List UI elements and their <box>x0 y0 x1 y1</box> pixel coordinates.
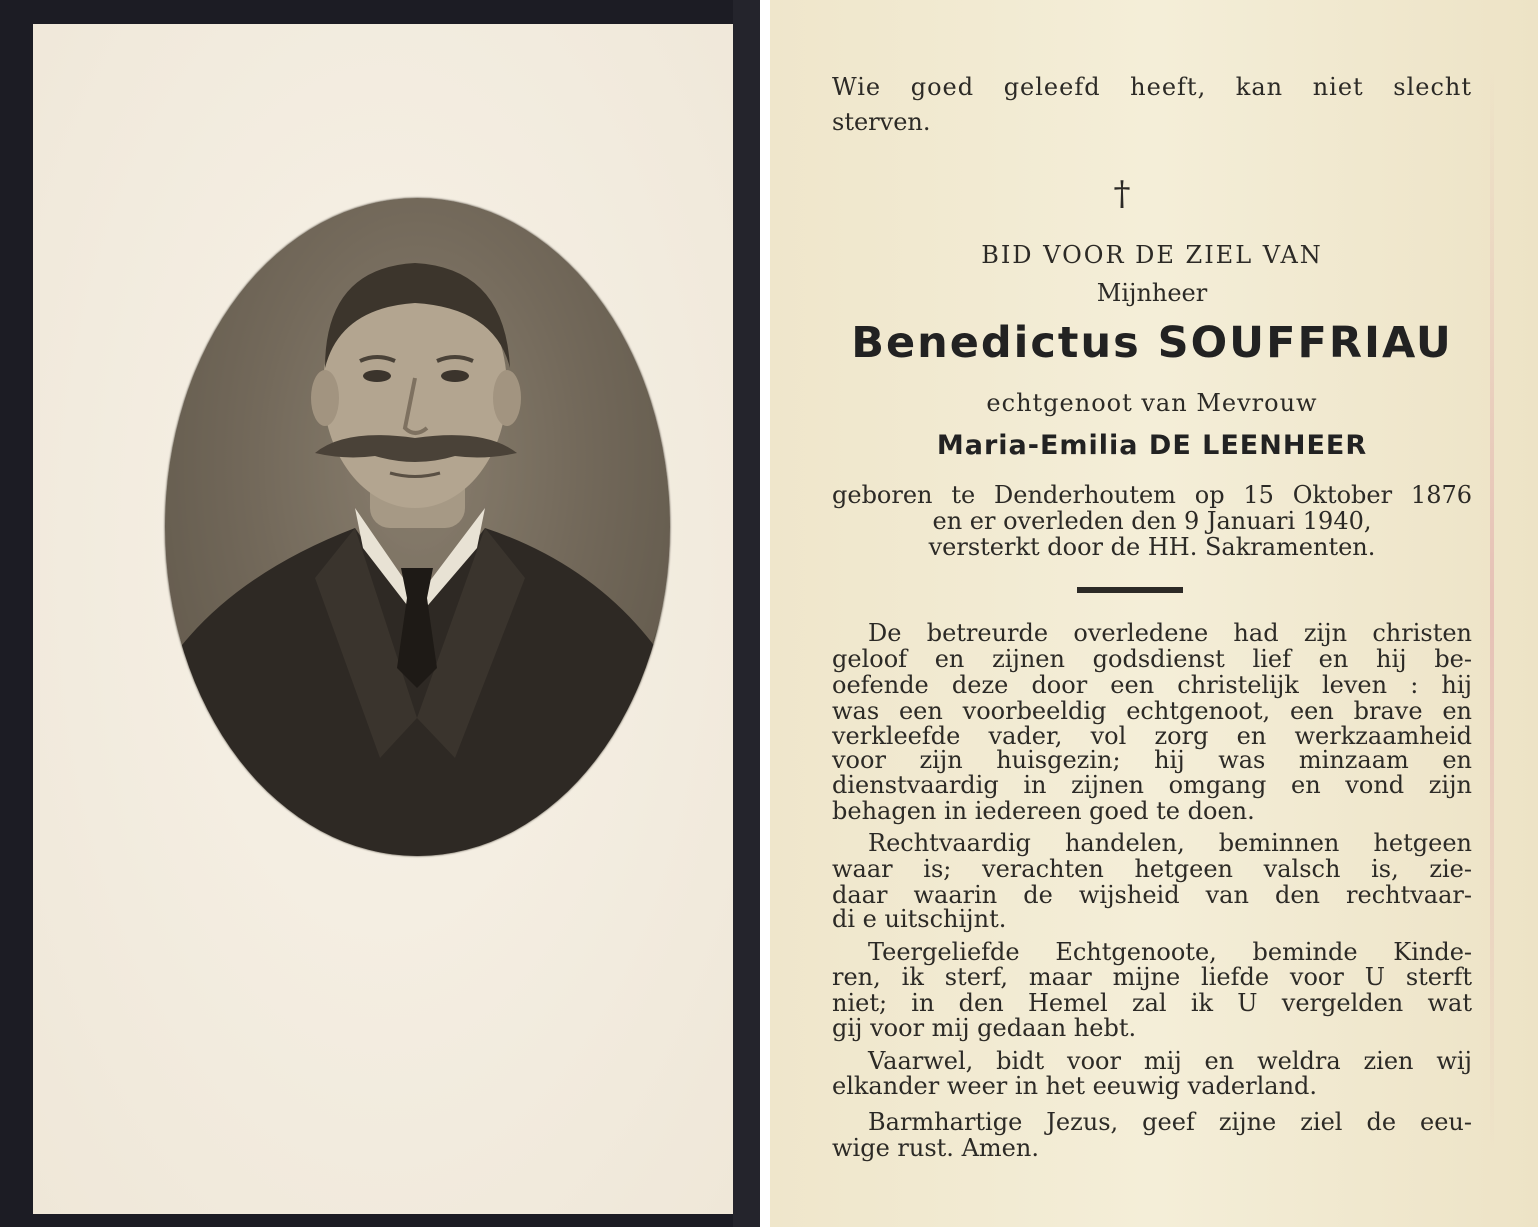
card-stain <box>1490 60 1494 1160</box>
cross-icon: † <box>1113 174 1131 214</box>
prayer-heading: BID VOOR DE ZIEL VAN <box>981 241 1323 269</box>
paragraph-line: dienstvaardig in zijnen omgang en vond zijn <box>832 771 1472 799</box>
spouse-label: echtgenoot van Mevrouw <box>986 389 1318 417</box>
paragraph-line: ren, ik sterf, maar mijne liefde voor U sterft <box>832 963 1472 991</box>
card-edge <box>733 0 760 1227</box>
paragraph-line: De betreurde overledene had zijn christen <box>868 619 1472 647</box>
paragraph-line: gij voor mij gedaan hebt. <box>832 1014 1137 1042</box>
paragraph-line: Rechtvaardig handelen, beminnen hetgeen <box>868 829 1472 857</box>
portrait-illustration <box>165 198 670 856</box>
spouse-name: Maria-Emilia DE LEENHEER <box>936 430 1368 461</box>
paragraph-line: Teergeliefde Echtgenoote, beminde Kinde- <box>868 938 1472 966</box>
paragraph-line: oefende deze door een christelijk leven : hij <box>832 671 1472 699</box>
paragraph-line: behagen in iedereen goed te doen. <box>832 797 1255 825</box>
motto-line-2: sterven. <box>832 108 931 136</box>
paragraph-line: Barmhartige Jezus, geef zijne ziel de eeu- <box>868 1108 1472 1136</box>
memorial-text-card <box>770 0 1538 1227</box>
honorific-title: Mijnheer <box>1096 279 1208 307</box>
paragraph-line: was een voorbeeldig echtgenoot, een brave en <box>832 697 1472 725</box>
portrait-card <box>0 0 760 1227</box>
paragraph-line: niet; in den Hemel zal ik U vergelden wat <box>832 989 1472 1017</box>
paragraph-line: wige rust. Amen. <box>832 1134 1039 1162</box>
paragraph-line: geloof en zijnen godsdienst lief en hij be- <box>832 645 1472 673</box>
sacraments-line: versterkt door de HH. Sakramenten. <box>928 533 1376 561</box>
paragraph-line: verkleefde vader, vol zorg en werkzaamheid <box>832 722 1472 750</box>
portrait-card-paper <box>33 24 733 1214</box>
birth-line: geboren te Denderhoutem op 15 Oktober 1876 <box>832 481 1472 509</box>
deceased-name: Benedictus SOUFFRIAU <box>851 318 1453 368</box>
paragraph-line: daar waarin de wijsheid van den rechtvaar- <box>832 881 1472 909</box>
paragraph-line: waar is; verachten hetgeen valsch is, zie- <box>832 855 1472 883</box>
motto-line-1: Wie goed geleefd heeft, kan niet slecht <box>832 73 1472 101</box>
paragraph-line: voor zijn huisgezin; hij was minzaam en <box>832 746 1472 774</box>
paragraph-line: elkander weer in het eeuwig vaderland. <box>832 1072 1318 1100</box>
portrait-photo <box>165 198 670 856</box>
death-line: en er overleden den 9 Januari 1940, <box>932 507 1372 535</box>
divider-rule <box>1077 587 1183 593</box>
paragraph-line: Vaarwel, bidt voor mij en weldra zien wij <box>868 1047 1472 1075</box>
paragraph-line: di e uitschijnt. <box>832 905 1007 933</box>
